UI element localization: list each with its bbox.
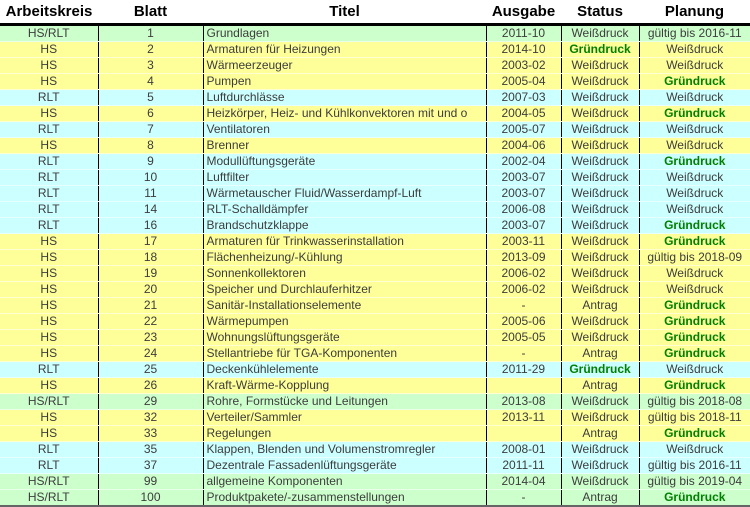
cell-ausgabe: 2003-11 (486, 234, 561, 250)
cell-blatt: 23 (98, 330, 203, 346)
cell-arbeitskreis: HS (0, 250, 98, 266)
cell-ausgabe: 2005-05 (486, 330, 561, 346)
cell-titel: Produktpakete/-zusammenstellungen (203, 490, 486, 507)
cell-status: Weißdruck (561, 442, 639, 458)
cell-blatt: 37 (98, 458, 203, 474)
cell-planung: Weißdruck (639, 42, 750, 58)
table-row (0, 282, 750, 298)
cell-blatt: 9 (98, 154, 203, 170)
cell-ausgabe: 2003-07 (486, 170, 561, 186)
cell-titel: Rohre, Formstücke und Leitungen (203, 394, 486, 410)
cell-titel: Klappen, Blenden und Volumenstromregler (203, 442, 486, 458)
table-row (0, 25, 750, 42)
cell-status: Gründruck (561, 42, 639, 58)
cell-blatt: 7 (98, 122, 203, 138)
cell-blatt: 32 (98, 410, 203, 426)
cell-status: Weißdruck (561, 25, 639, 42)
cell-planung: Gründruck (639, 314, 750, 330)
cell-status: Antrag (561, 346, 639, 362)
cell-status: Antrag (561, 426, 639, 442)
cell-status: Antrag (561, 378, 639, 394)
table-row (0, 74, 750, 90)
cell-titel: allgemeine Komponenten (203, 474, 486, 490)
cell-arbeitskreis: RLT (0, 218, 98, 234)
cell-status: Weißdruck (561, 314, 639, 330)
table-row (0, 202, 750, 218)
cell-planung: Weißdruck (639, 266, 750, 282)
cell-blatt: 29 (98, 394, 203, 410)
cell-arbeitskreis: HS (0, 42, 98, 58)
cell-ausgabe: 2013-11 (486, 410, 561, 426)
column-header-blatt: Blatt (98, 0, 203, 25)
cell-ausgabe: - (486, 490, 561, 507)
cell-status: Weißdruck (561, 410, 639, 426)
table-row (0, 330, 750, 346)
cell-status: Weißdruck (561, 266, 639, 282)
table-header (0, 0, 750, 25)
cell-arbeitskreis: HS (0, 74, 98, 90)
table-row (0, 474, 750, 490)
cell-planung: Gründruck (639, 154, 750, 170)
cell-arbeitskreis: HS (0, 426, 98, 442)
cell-planung: Weißdruck (639, 138, 750, 154)
cell-ausgabe: 2005-07 (486, 122, 561, 138)
cell-status: Weißdruck (561, 234, 639, 250)
table-row (0, 410, 750, 426)
cell-arbeitskreis: HS (0, 314, 98, 330)
table-row (0, 154, 750, 170)
cell-ausgabe (486, 426, 561, 442)
table-row (0, 378, 750, 394)
cell-ausgabe: 2003-07 (486, 218, 561, 234)
cell-status: Weißdruck (561, 74, 639, 90)
cell-planung: Weißdruck (639, 186, 750, 202)
cell-titel: Flächenheizung/-Kühlung (203, 250, 486, 266)
cell-arbeitskreis: HS/RLT (0, 490, 98, 507)
cell-arbeitskreis: HS (0, 410, 98, 426)
cell-titel: Armaturen für Heizungen (203, 42, 486, 58)
cell-titel: Heizkörper, Heiz- und Kühlkonvektoren mit und o (203, 106, 486, 122)
cell-status: Weißdruck (561, 186, 639, 202)
cell-blatt: 33 (98, 426, 203, 442)
column-header-ausgabe: Ausgabe (486, 0, 561, 25)
cell-ausgabe: 2014-10 (486, 42, 561, 58)
cell-blatt: 3 (98, 58, 203, 74)
table-row (0, 90, 750, 106)
cell-titel: Wärmeerzeuger (203, 58, 486, 74)
table-body (0, 25, 750, 507)
cell-blatt: 18 (98, 250, 203, 266)
cell-titel: Luftfilter (203, 170, 486, 186)
cell-arbeitskreis: RLT (0, 442, 98, 458)
cell-blatt: 10 (98, 170, 203, 186)
cell-ausgabe: 2003-07 (486, 186, 561, 202)
cell-planung: gültig bis 2018-09 (639, 250, 750, 266)
cell-arbeitskreis: HS (0, 378, 98, 394)
cell-ausgabe: 2006-02 (486, 282, 561, 298)
table-row (0, 170, 750, 186)
cell-planung: gültig bis 2018-08 (639, 394, 750, 410)
cell-titel: Brenner (203, 138, 486, 154)
cell-titel: Regelungen (203, 426, 486, 442)
cell-planung: Weißdruck (639, 442, 750, 458)
cell-arbeitskreis: HS/RLT (0, 474, 98, 490)
cell-titel: Sonnenkollektoren (203, 266, 486, 282)
table-row (0, 298, 750, 314)
table-row (0, 490, 750, 507)
cell-arbeitskreis: HS (0, 234, 98, 250)
cell-planung: gültig bis 2016-11 (639, 458, 750, 474)
cell-blatt: 20 (98, 282, 203, 298)
cell-planung: Gründruck (639, 218, 750, 234)
cell-blatt: 8 (98, 138, 203, 154)
cell-titel: Verteiler/Sammler (203, 410, 486, 426)
cell-planung: Gründruck (639, 74, 750, 90)
cell-blatt: 1 (98, 25, 203, 42)
cell-planung: Gründruck (639, 490, 750, 507)
table-row (0, 218, 750, 234)
cell-ausgabe: 2011-11 (486, 458, 561, 474)
cell-blatt: 99 (98, 474, 203, 490)
cell-titel: Kraft-Wärme-Kopplung (203, 378, 486, 394)
cell-blatt: 5 (98, 90, 203, 106)
cell-arbeitskreis: HS (0, 58, 98, 74)
cell-blatt: 14 (98, 202, 203, 218)
cell-status: Weißdruck (561, 170, 639, 186)
cell-ausgabe: 2011-29 (486, 362, 561, 378)
cell-titel: Ventilatoren (203, 122, 486, 138)
cell-status: Weißdruck (561, 218, 639, 234)
cell-arbeitskreis: HS/RLT (0, 394, 98, 410)
cell-arbeitskreis: RLT (0, 362, 98, 378)
cell-blatt: 25 (98, 362, 203, 378)
cell-blatt: 16 (98, 218, 203, 234)
cell-status: Antrag (561, 490, 639, 507)
cell-titel: Sanitär-Installationselemente (203, 298, 486, 314)
cell-ausgabe: 2013-08 (486, 394, 561, 410)
table-row (0, 250, 750, 266)
cell-arbeitskreis: RLT (0, 186, 98, 202)
cell-ausgabe: 2005-04 (486, 74, 561, 90)
cell-arbeitskreis: HS (0, 266, 98, 282)
cell-titel: Wärmepumpen (203, 314, 486, 330)
table-row (0, 58, 750, 74)
cell-titel: Pumpen (203, 74, 486, 90)
cell-arbeitskreis: HS/RLT (0, 25, 98, 42)
cell-ausgabe: 2003-02 (486, 58, 561, 74)
cell-planung: Gründruck (639, 378, 750, 394)
cell-blatt: 6 (98, 106, 203, 122)
cell-blatt: 19 (98, 266, 203, 282)
table-row (0, 314, 750, 330)
cell-planung: Gründruck (639, 234, 750, 250)
cell-ausgabe: 2005-06 (486, 314, 561, 330)
header-row (0, 0, 750, 25)
cell-blatt: 24 (98, 346, 203, 362)
cell-status: Weißdruck (561, 202, 639, 218)
cell-blatt: 22 (98, 314, 203, 330)
cell-status: Weißdruck (561, 106, 639, 122)
cell-planung: Weißdruck (639, 362, 750, 378)
table-row (0, 394, 750, 410)
column-header-arbeitskreis: Arbeitskreis (0, 0, 98, 25)
cell-ausgabe: 2006-02 (486, 266, 561, 282)
cell-arbeitskreis: RLT (0, 154, 98, 170)
cell-status: Gründruck (561, 362, 639, 378)
cell-titel: Modullüftungsgeräte (203, 154, 486, 170)
column-header-status: Status (561, 0, 639, 25)
cell-arbeitskreis: HS (0, 106, 98, 122)
table-row (0, 186, 750, 202)
cell-arbeitskreis: RLT (0, 170, 98, 186)
cell-arbeitskreis: HS (0, 282, 98, 298)
cell-planung: Gründruck (639, 106, 750, 122)
table-row (0, 362, 750, 378)
cell-arbeitskreis: RLT (0, 90, 98, 106)
cell-arbeitskreis: HS (0, 138, 98, 154)
cell-planung: Weißdruck (639, 282, 750, 298)
cell-status: Weißdruck (561, 138, 639, 154)
table-row (0, 234, 750, 250)
cell-blatt: 21 (98, 298, 203, 314)
cell-planung: Weißdruck (639, 58, 750, 74)
cell-status: Weißdruck (561, 122, 639, 138)
cell-ausgabe: 2004-05 (486, 106, 561, 122)
cell-status: Weißdruck (561, 58, 639, 74)
cell-status: Weißdruck (561, 154, 639, 170)
cell-status: Weißdruck (561, 394, 639, 410)
cell-blatt: 11 (98, 186, 203, 202)
cell-planung: gültig bis 2019-04 (639, 474, 750, 490)
cell-ausgabe: 2011-10 (486, 25, 561, 42)
cell-titel: Wohnungslüftungsgeräte (203, 330, 486, 346)
cell-ausgabe: - (486, 346, 561, 362)
cell-arbeitskreis: HS (0, 330, 98, 346)
cell-arbeitskreis: RLT (0, 458, 98, 474)
cell-titel: Dezentrale Fassadenlüftungsgeräte (203, 458, 486, 474)
cell-planung: Weißdruck (639, 122, 750, 138)
table-row (0, 266, 750, 282)
table-row (0, 42, 750, 58)
cell-ausgabe: 2014-04 (486, 474, 561, 490)
cell-arbeitskreis: RLT (0, 122, 98, 138)
table-row (0, 426, 750, 442)
cell-ausgabe: 2006-08 (486, 202, 561, 218)
cell-planung: Weißdruck (639, 90, 750, 106)
table-row (0, 442, 750, 458)
cell-titel: Luftdurchlässe (203, 90, 486, 106)
table-row (0, 138, 750, 154)
table-row (0, 106, 750, 122)
cell-blatt: 35 (98, 442, 203, 458)
cell-status: Weißdruck (561, 330, 639, 346)
cell-ausgabe (486, 378, 561, 394)
cell-titel: Wärmetauscher Fluid/Wasserdampf-Luft (203, 186, 486, 202)
table-row (0, 122, 750, 138)
cell-arbeitskreis: RLT (0, 202, 98, 218)
cell-status: Weißdruck (561, 458, 639, 474)
cell-titel: Stellantriebe für TGA-Komponenten (203, 346, 486, 362)
cell-titel: Speicher und Durchlauferhitzer (203, 282, 486, 298)
cell-blatt: 2 (98, 42, 203, 58)
cell-arbeitskreis: HS (0, 298, 98, 314)
cell-planung: gültig bis 2018-11 (639, 410, 750, 426)
cell-planung: Weißdruck (639, 170, 750, 186)
cell-titel: Brandschutzklappe (203, 218, 486, 234)
cell-status: Weißdruck (561, 474, 639, 490)
column-header-titel: Titel (203, 0, 486, 25)
cell-ausgabe: - (486, 298, 561, 314)
cell-status: Weißdruck (561, 250, 639, 266)
cell-titel: RLT-Schalldämpfer (203, 202, 486, 218)
cell-ausgabe: 2008-01 (486, 442, 561, 458)
cell-titel: Armaturen für Trinkwasserinstallation (203, 234, 486, 250)
cell-status: Weißdruck (561, 282, 639, 298)
cell-arbeitskreis: HS (0, 346, 98, 362)
cell-ausgabe: 2007-03 (486, 90, 561, 106)
cell-planung: Gründruck (639, 346, 750, 362)
cell-planung: Gründruck (639, 426, 750, 442)
cell-planung: gültig bis 2016-11 (639, 25, 750, 42)
cell-blatt: 26 (98, 378, 203, 394)
cell-blatt: 17 (98, 234, 203, 250)
cell-ausgabe: 2004-06 (486, 138, 561, 154)
table-row (0, 458, 750, 474)
cell-titel: Grundlagen (203, 25, 486, 42)
cell-planung: Gründruck (639, 298, 750, 314)
cell-titel: Deckenkühlelemente (203, 362, 486, 378)
cell-planung: Gründruck (639, 330, 750, 346)
cell-blatt: 4 (98, 74, 203, 90)
cell-ausgabe: 2002-04 (486, 154, 561, 170)
column-header-planung: Planung (639, 0, 750, 25)
table-row (0, 346, 750, 362)
cell-ausgabe: 2013-09 (486, 250, 561, 266)
cell-status: Weißdruck (561, 90, 639, 106)
cell-status: Antrag (561, 298, 639, 314)
cell-planung: Weißdruck (639, 202, 750, 218)
cell-blatt: 100 (98, 490, 203, 507)
